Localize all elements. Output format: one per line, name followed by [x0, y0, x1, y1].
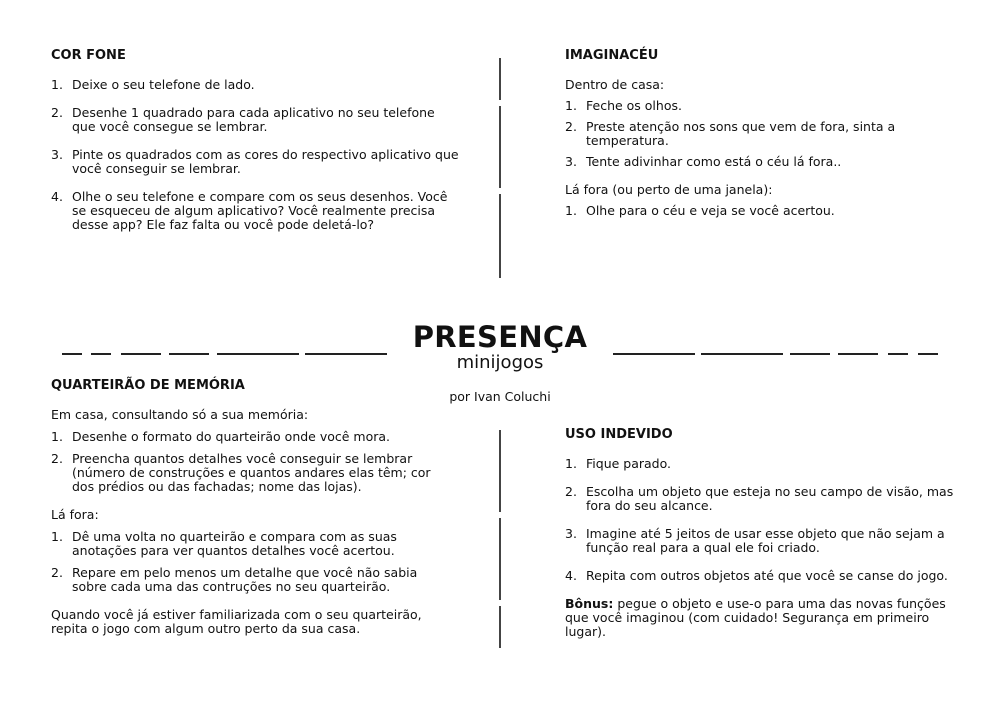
list-item: 2. Preste atenção nos sons que vem de fora, sinta a temperatura.	[565, 119, 896, 148]
page-subtitle: minijogos	[456, 352, 544, 373]
list-item: 4. Repita com outros objetos até que você se canse do jogo.	[565, 568, 948, 583]
list-item: 2. Repare em pelo menos um detalhe que você não sabia sobre cada uma das contruções no seu quarteirão.	[51, 565, 418, 594]
author-credit: por Ivan Coluchi	[449, 389, 551, 404]
dash-right-1	[613, 353, 695, 355]
bonus-note	[565, 597, 955, 639]
dash-left-6	[305, 353, 387, 355]
list-item: 4. Olhe o seu telefone e compare com os seus desenhos. Você se esqueceu de algum aplicativo? Você realmente precisa desse app? Ele faz falta ou você pode deletá-lo?	[51, 189, 448, 232]
section-uso-indevido	[565, 428, 955, 639]
list-item: 2. Desenhe 1 quadrado para cada aplicativo no seu telefone que você consegue se lembrar.	[51, 105, 435, 134]
dash-left-1	[62, 353, 82, 355]
divider-bottom-3	[499, 606, 501, 648]
list-item: 1. Desenhe o formato do quarteirão onde você mora.	[51, 429, 391, 444]
list-item: 2. Escolha um objeto que esteja no seu campo de visão, mas fora do seu alcance.	[565, 484, 954, 513]
list-item: 3. Imagine até 5 jeitos de usar esse objeto que não sejam a função real para a qual ele foi criado.	[565, 526, 945, 555]
dash-right-3	[790, 353, 830, 355]
divider-top-1	[499, 58, 501, 100]
dash-left-5	[217, 353, 299, 355]
divider-top-3	[499, 194, 501, 278]
section-title: USO INDEVIDO	[565, 427, 673, 442]
page-title: PRESENÇA	[412, 320, 588, 354]
dash-left-4	[169, 353, 209, 355]
list-item: 3. Tente adivinhar como está o céu lá fora..	[565, 154, 842, 169]
section-intro: Lá fora (ou perto de uma janela):	[565, 182, 773, 197]
section-intro: Em casa, consultando só a sua memória:	[51, 407, 309, 422]
section-intro: Lá fora:	[51, 507, 99, 522]
list-item: 3. Pinte os quadrados com as cores do respectivo aplicativo que você conseguir se lembrar.	[51, 147, 459, 176]
bonus-label: Bônus:	[565, 596, 614, 611]
section-imaginaceu	[565, 49, 950, 218]
divider-top-2	[499, 106, 501, 188]
divider-bottom-2	[499, 518, 501, 600]
list-item: 1. Deixe o seu telefone de lado.	[51, 77, 255, 92]
dash-left-2	[91, 353, 111, 355]
section-closing: Quando você já estiver familiarizada com o seu quarteirão, repita o jogo com algum outro perto da sua casa.	[51, 607, 422, 636]
list-item: 1. Olhe para o céu e veja se você acertou.	[565, 203, 835, 218]
section-title: QUARTEIRÃO DE MEMÓRIA	[51, 378, 245, 393]
dash-left-3	[121, 353, 161, 355]
list-item: 1. Feche os olhos.	[565, 98, 682, 113]
section-title: COR FONE	[51, 48, 126, 63]
bonus-text: pegue o objeto e use-o para uma das novas funções que você imaginou (com cuidado! Segurança em primeiro lugar).	[565, 596, 946, 639]
dash-right-2	[701, 353, 783, 355]
section-title: IMAGINACÉU	[565, 48, 659, 63]
section-cor-fone	[51, 49, 461, 232]
list-item: 2. Preencha quantos detalhes você conseguir se lembrar (número de construções e quantos andares elas têm; cor dos prédios ou das fachadas; nome das lojas).	[51, 451, 431, 494]
section-intro: Dentro de casa:	[565, 77, 665, 92]
list-item: 1. Fique parado.	[565, 456, 672, 471]
dash-right-5	[888, 353, 908, 355]
section-quarteirao	[51, 379, 446, 636]
dash-right-4	[838, 353, 878, 355]
divider-bottom-1	[499, 430, 501, 512]
dash-right-6	[918, 353, 938, 355]
list-item: 1. Dê uma volta no quarteirão e compara com as suas anotações para ver quantos detalhes você acertou.	[51, 529, 397, 558]
